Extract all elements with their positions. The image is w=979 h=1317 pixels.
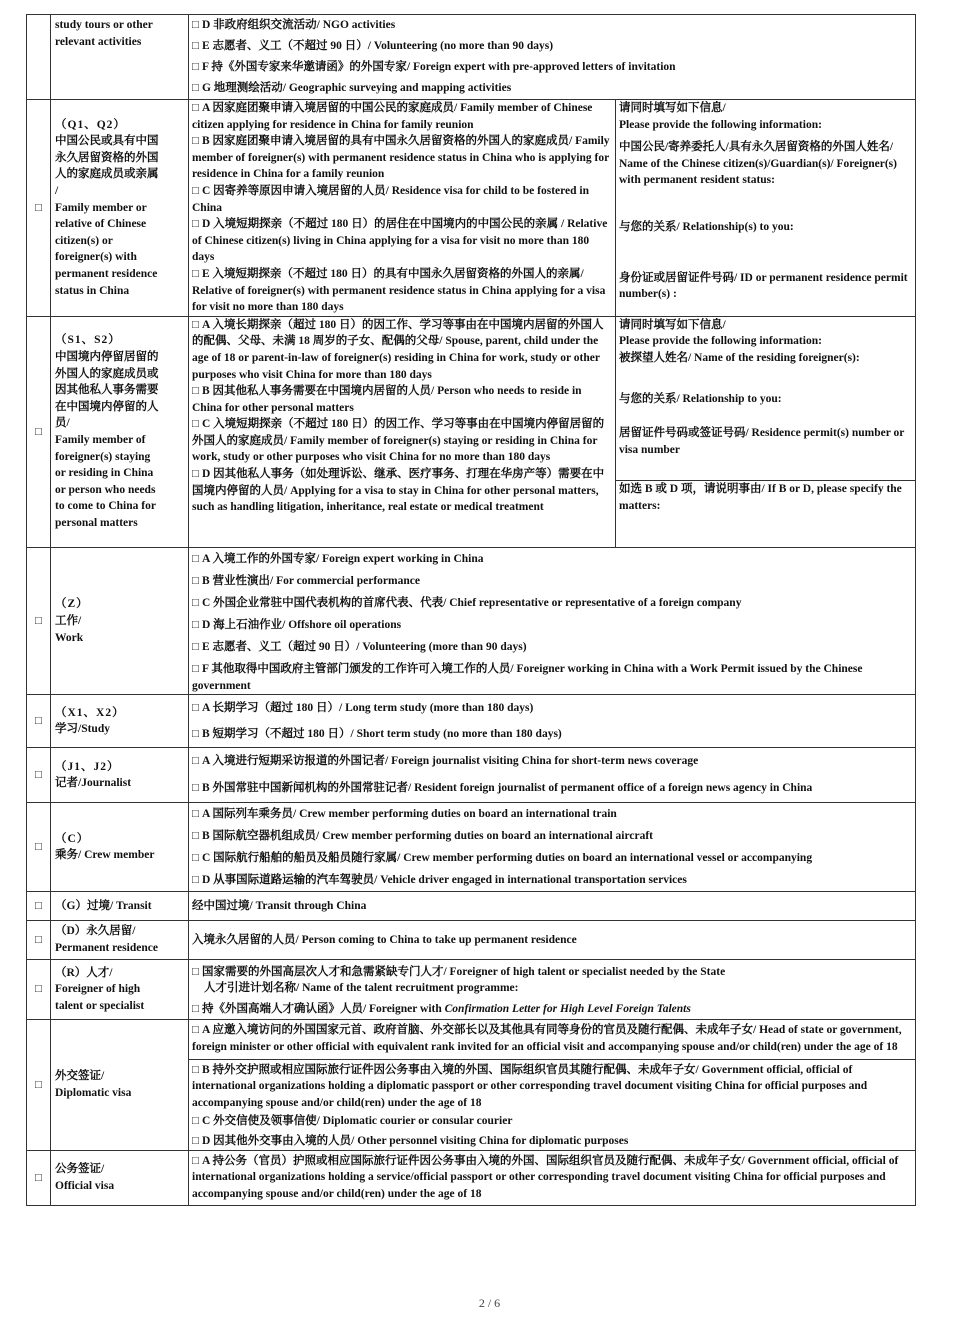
checkbox[interactable]: □: [192, 267, 199, 280]
category-line: Family member of: [55, 434, 146, 446]
category-line: personal matters: [55, 516, 138, 529]
category-line: Official visa: [55, 1179, 115, 1192]
category-line: （D）永久居留/: [55, 925, 136, 938]
category-line: citizen(s) or: [55, 234, 113, 247]
checkbox[interactable]: □: [192, 1002, 199, 1015]
option-text: B 国际航空器机组成员/ Crew member performing duties on board an international aircraft: [201, 830, 653, 843]
row-checkbox[interactable]: □: [27, 1020, 51, 1150]
checkbox[interactable]: □: [192, 82, 199, 94]
page-number: 2 / 6: [478, 1296, 501, 1310]
checkbox[interactable]: □: [192, 874, 199, 887]
options-cell: [189, 1150, 916, 1206]
category-label: （G）过境/ Transit: [51, 892, 189, 921]
options-cell: [189, 695, 916, 748]
category-line: Work: [55, 631, 84, 644]
option-text: A 入境工作的外国专家/ Foreign expert working in China: [201, 553, 484, 566]
option-text: C 入境短期探亲（不超过 180 日）的因工作、学习等事由在中国境内停留居留的外国人的家庭成员/ Family member of foreigner(s) staying or residing in China for work, study or other purposes who visit China for no more than 180 days: [192, 418, 605, 464]
category-cell: [51, 100, 189, 317]
category-cell: [51, 316, 189, 548]
row-checkbox[interactable]: □: [27, 548, 51, 695]
checkbox[interactable]: □: [192, 575, 199, 588]
category-line: talent or specialist: [55, 999, 145, 1012]
option-text: A 长期学习（超过 180 日）/ Long term study (more than 180 days): [201, 702, 534, 715]
category-line: or residing in China: [55, 467, 154, 480]
option-text: F 其他取得中国政府主管部门颁发的工作许可入境工作的人员/ Foreigner working in China with a Work Permit issued by the Chinese government: [192, 663, 863, 692]
row-checkbox[interactable]: □: [27, 748, 51, 803]
category-line: foreigner(s) staying: [55, 450, 151, 463]
checkbox[interactable]: □: [192, 40, 199, 52]
category-code: （C）: [55, 832, 90, 845]
options-cell: [189, 748, 916, 803]
table-row-diplomatic: [27, 1020, 916, 1150]
checkbox[interactable]: □: [192, 1024, 199, 1037]
category-cell: [51, 695, 189, 748]
checkbox[interactable]: □: [192, 135, 199, 148]
category-line: 中国境内停留居留的: [55, 351, 159, 364]
checkbox[interactable]: □: [192, 218, 199, 231]
category-line: study tours or other: [55, 19, 153, 31]
option-text: A 入境长期探亲（超过 180 日）的因工作、学习等事由在中国境内居留的外国人的配偶、父母、未满 18 周岁的子女、配偶的父母/ Spouse, parent, child under the age of 18 or parent-in-law of foreigner(s) residing in China for work, study or other purposes who visit China for more than 180 days: [192, 318, 604, 381]
option-text: E 志愿者、义工（超过 90 日）/ Volunteering (more than 90 days): [201, 641, 527, 654]
category-line: Family member or: [55, 201, 147, 214]
category-code: （J1、J2）: [55, 760, 120, 773]
option-text: B 外国常驻中国新闻机构的外国常驻记者/ Resident foreign journalist of permanent office of a foreign news agency in China: [201, 782, 813, 795]
table-row-s: [27, 316, 916, 481]
options-cell: [189, 548, 916, 695]
option-text: A 持公务（官员）护照或相应国际旅行证件因公务事由入境的外国、国际组织官员及随行配偶、未成年子女/ Government official, official of international organizations holding a service/official passport or other corresponding travel document visiting China for official purposes and accompanying spouse and/or child(ren) under the age of 18: [192, 1154, 899, 1200]
option-text: A 应邀入境访问的外国国家元首、政府首脑、外交部长以及其他具有同等身份的官员及随行配偶、未成年子女/ Head of state or government, foreign minister or other official with equivalent rank invited for an official visit and accompanying spouse and/or child(ren) under the age of 18: [192, 1024, 902, 1054]
category-line: relevant activities: [55, 35, 142, 48]
info-field-name[interactable]: 被探望人姓名/ Name of the residing foreigner(s):: [618, 351, 860, 364]
category-line: relative of Chinese: [55, 218, 147, 231]
table-row-c: [27, 803, 916, 892]
row-checkbox[interactable]: □: [27, 316, 51, 548]
option-text: D 入境短期探亲（不超过 180 日）的居住在中国境内的中国公民的亲属 / Relative of Chinese citizen(s) living in China applying for a visa for visit no more than 180 days: [192, 218, 608, 264]
category-line: 在中国境内停留的人: [55, 400, 159, 413]
checkbox[interactable]: □: [192, 728, 199, 741]
info-field-relationship[interactable]: 与您的关系/ Relationship to you:: [618, 392, 782, 405]
row-checkbox[interactable]: □: [27, 921, 51, 959]
row-checkbox[interactable]: □: [27, 803, 51, 892]
option-text: B 因其他私人事务需要在中国境内居留的人员/ Person who needs to reside in China for other personal matters: [192, 385, 582, 414]
table-row-q: [27, 100, 916, 317]
info-field-permit-number[interactable]: 居留证件号码或签证号码/ Residence permit(s) number or visa number: [618, 427, 905, 456]
row-checkbox[interactable]: □: [27, 1150, 51, 1206]
category-line: Foreigner of high: [55, 983, 141, 996]
option-text: D 因其他外交事由入境的人员/ Other personnel visiting China for diplomatic purposes: [201, 1135, 629, 1147]
table-row-x: [27, 695, 916, 748]
category-cell: [51, 921, 189, 959]
checkbox-cell: [27, 15, 51, 100]
category-line: 公务签证/: [55, 1163, 105, 1176]
option-text: D 非政府组织交流活动/ NGO activities: [201, 19, 396, 31]
option-text: 国家需要的外国高层次人才和急需紧缺专门人才/ Foreigner of high talent or specialist needed by the State: [201, 965, 726, 978]
info-cell: [615, 316, 915, 481]
table-row-d: [27, 921, 916, 959]
options-cell: [189, 959, 916, 1020]
info-heading: 请同时填写如下信息/: [618, 102, 726, 114]
category-code: （S1、S2）: [55, 334, 121, 347]
option-text: B 因家庭团聚申请入境居留的具有中国永久居留资格的外国人的家庭成员/ Family member of foreigner(s) with permanent residence status in China who is applying for residence in China for a family reunion: [192, 135, 610, 181]
option-text-italic: Confirmation Letter for High Level Foreign Talents: [444, 1002, 691, 1015]
options-cell: [189, 15, 916, 100]
info-field-specify[interactable]: 如选 B 或 D 项，请说明事由/ If B or D, please specify the matters:: [615, 481, 915, 548]
category-line: 员/: [55, 417, 70, 430]
info-heading-en: Please provide the following information:: [618, 118, 822, 131]
category-line: 外国人的家庭成员或: [55, 367, 159, 380]
talent-programme-field[interactable]: 人才引进计划名称/ Name of the talent recruitment programme:: [204, 982, 519, 995]
category-line: （R）人才/: [55, 966, 113, 979]
row-checkbox[interactable]: □: [27, 959, 51, 1020]
category-code: （Q1、Q2）: [55, 118, 126, 131]
checkbox[interactable]: □: [192, 702, 199, 715]
checkbox[interactable]: □: [192, 830, 199, 843]
row-checkbox[interactable]: □: [27, 695, 51, 748]
category-line: 永久居留资格的外国: [55, 151, 159, 164]
option-text: C 外交信使及领事信使/ Diplomatic courier or consular courier: [201, 1115, 513, 1128]
option-text: 经中国过境/ Transit through China: [189, 892, 916, 921]
category-cell: [51, 1020, 189, 1150]
options-cell: [189, 316, 616, 548]
category-line: 中国公民或具有中国: [55, 135, 159, 148]
option-text: D 因其他私人事务（如处理诉讼、继承、医疗事务、打理在华房产等）需要在中国境内停留的人员/ Applying for a visa to stay in China for other personal matters, such as handling litigation, inheritance, real estate or medical treatment: [192, 468, 605, 514]
info-heading-en: Please provide the following information:: [618, 335, 822, 348]
info-heading: 请同时填写如下信息/: [618, 318, 726, 331]
option-text: 持《外国高端人才确认函》人员/ Foreigner with: [201, 1002, 445, 1015]
category-cell: [51, 803, 189, 892]
info-field-name[interactable]: 中国公民/寄养委托人/具有永久居留资格的外国人姓名/ Name of the Chinese citizen(s)/Guardian(s)/ Foreigner(s) with permanent resident status:: [618, 141, 897, 187]
category-line: 因其他私人事务需要: [55, 384, 159, 397]
option-text: B 短期学习（不超过 180 日）/ Short term study (no more than 180 days): [201, 728, 562, 741]
table-row-j: [27, 748, 916, 803]
option-text: C 国际航行船舶的船员及船员随行家属/ Crew member performing duties on board an international vessel or accompanying: [201, 852, 813, 865]
category-line: 乘务/ Crew member: [55, 849, 155, 862]
info-field-id-number[interactable]: 身份证或居留证件号码/ ID or permanent residence permit number(s) :: [618, 271, 908, 301]
table-row-r: [27, 959, 916, 1020]
table-row-official: [27, 1150, 916, 1206]
category-line: status in China: [55, 284, 130, 297]
option-text: F 持《外国专家来华邀请函》的外国专家/ Foreign expert with pre-approved letters of invitation: [201, 61, 676, 73]
checkbox[interactable]: □: [192, 19, 199, 31]
category-line: 记者/Journalist: [55, 777, 132, 790]
info-cell: [615, 100, 915, 317]
visa-type-table: [26, 14, 916, 1206]
category-line: 人的家庭成员或亲属: [55, 168, 159, 181]
checkbox[interactable]: □: [192, 385, 199, 398]
checkbox[interactable]: □: [192, 184, 199, 197]
table-row-z: [27, 548, 916, 695]
option-text: B 营业性演出/ For commercial performance: [201, 575, 420, 588]
category-line: Permanent residence: [55, 942, 158, 955]
checkbox[interactable]: □: [192, 965, 199, 978]
option-text: 入境永久居留的人员/ Person coming to China to take up permanent residence: [189, 921, 916, 959]
option-text: B 持外交护照或相应国际旅行证件因公务事由入境的外国、国际组织官员其随行配偶、未成年子女/ Government official, official of international organizations holding a diplomatic passport or other corresponding travel document visiting China for official purposes and accompanying spouse and/or child(ren) under the age of 18: [192, 1063, 868, 1109]
options-cell: [189, 100, 616, 317]
option-text: A 入境进行短期采访报道的外国记者/ Foreign journalist visiting China for short-term news coverage: [201, 755, 699, 768]
row-checkbox[interactable]: □: [27, 892, 51, 921]
option-text: A 因家庭团聚申请入境居留的中国公民的家庭成员/ Family member of Chinese citizen applying for residence in China for family reunion: [192, 102, 593, 131]
checkbox[interactable]: □: [192, 808, 199, 821]
info-field-relationship[interactable]: 与您的关系/ Relationship(s) to you:: [618, 220, 794, 233]
checkbox[interactable]: □: [192, 1154, 199, 1167]
checkbox[interactable]: □: [192, 318, 199, 331]
checkbox[interactable]: □: [192, 102, 199, 114]
category-line: permanent residence: [55, 267, 158, 280]
option-text: G 地理测绘活动/ Geographic surveying and mapping activities: [201, 82, 512, 94]
category-line: to come to China for: [55, 500, 156, 513]
category-cell: [51, 1150, 189, 1206]
checkbox[interactable]: □: [192, 418, 199, 431]
options-cell: [189, 1020, 916, 1150]
checkbox[interactable]: □: [192, 619, 199, 632]
checkbox[interactable]: □: [192, 61, 199, 73]
category-line: or person who needs: [55, 483, 156, 496]
option-text: C 因寄养等原因申请入境居留的人员/ Residence visa for child to be fostered in China: [192, 184, 589, 214]
checkbox[interactable]: □: [192, 597, 199, 610]
option-text: D 海上石油作业/ Offshore oil operations: [201, 619, 402, 632]
checkbox[interactable]: □: [192, 1135, 199, 1147]
category-cell: [51, 15, 189, 100]
category-code: （Z）: [55, 598, 89, 611]
category-cell: [51, 548, 189, 695]
category-line: 学习/Study: [55, 723, 110, 736]
category-line: Diplomatic visa: [55, 1087, 132, 1100]
option-text: D 从事国际道路运输的汽车驾驶员/ Vehicle driver engaged in international transportation services: [201, 874, 687, 887]
table-row-g: [27, 892, 916, 921]
category-line: foreigner(s) with: [55, 251, 137, 264]
category-cell: [51, 748, 189, 803]
category-line: 工作/: [55, 615, 82, 628]
table-row-l-continued: [27, 15, 916, 100]
checkbox[interactable]: □: [192, 468, 199, 481]
checkbox[interactable]: □: [192, 852, 199, 865]
category-cell: [51, 959, 189, 1020]
checkbox[interactable]: □: [192, 641, 199, 654]
checkbox[interactable]: □: [192, 663, 199, 676]
options-cell: [189, 803, 916, 892]
option-text: C 外国企业常驻中国代表机构的首席代表、代表/ Chief representative or representative of a foreign company: [201, 597, 742, 610]
checkbox[interactable]: □: [192, 782, 199, 795]
checkbox[interactable]: □: [192, 755, 199, 768]
option-text: E 志愿者、义工（不超过 90 日）/ Volunteering (no more than 90 days): [201, 40, 554, 52]
checkbox[interactable]: □: [192, 553, 199, 566]
category-code: （X1、X2）: [55, 706, 125, 719]
option-text: A 国际列车乘务员/ Crew member performing duties on board an international train: [201, 808, 617, 821]
option-text: E 入境短期探亲（不超过 180 日）的具有中国永久居留资格的外国人的亲属/ Relative of foreigner(s) with permanent residence status in China applying for a visa for visit no more than 180 days: [192, 267, 606, 314]
category-line: 外交签证/: [55, 1070, 105, 1083]
checkbox[interactable]: □: [192, 1115, 199, 1128]
row-checkbox[interactable]: □: [27, 100, 51, 317]
category-line: /: [55, 184, 59, 197]
checkbox[interactable]: □: [192, 1063, 199, 1076]
